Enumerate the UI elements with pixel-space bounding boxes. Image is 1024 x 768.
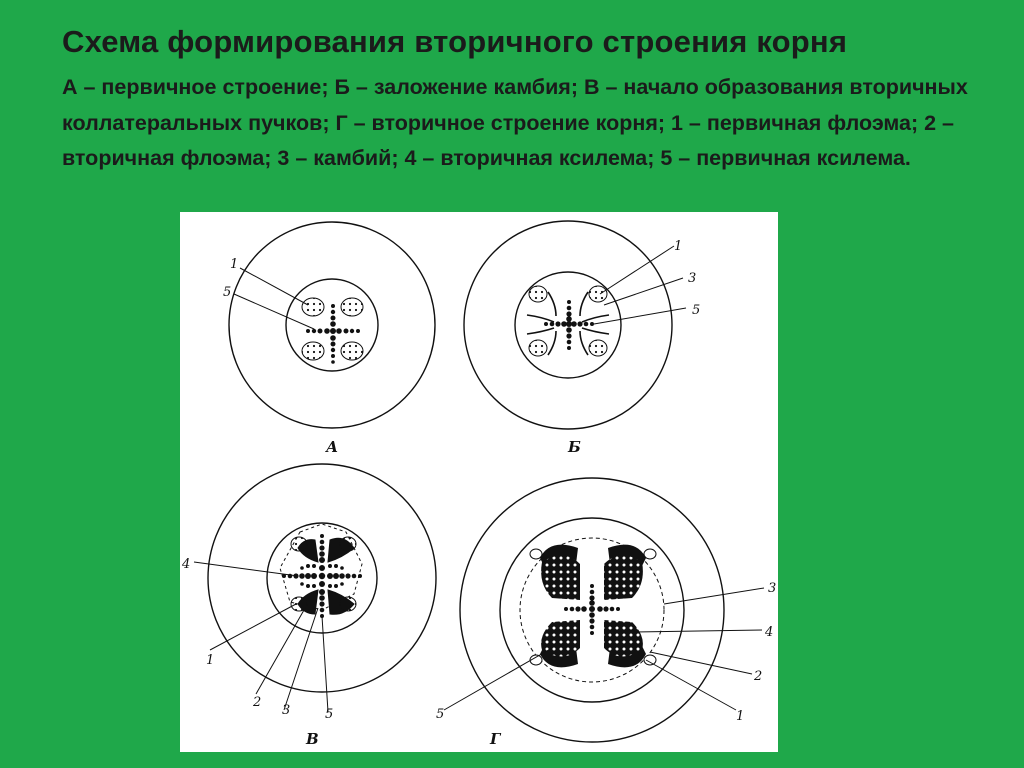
phloem-strand (529, 340, 547, 356)
phloem-strand (291, 597, 307, 611)
secondary-xylem-wedge (604, 555, 643, 600)
phloem-strand (530, 549, 542, 559)
label-g-4: 4 (765, 625, 774, 640)
phloem-strand (341, 342, 363, 360)
phloem-strand (644, 549, 656, 559)
label-b-3: 3 (688, 271, 697, 286)
label-v-4: 4 (182, 557, 191, 572)
slide-caption: А – первичное строение; Б – заложение камбия; В – начало образования вторичных коллатеральных пучков; Г – вторичное строение корня; 1 – первичная флоэма; 2 – вторичная флоэма; 3 – камбий; 4 – вторичная ксилема; 5 – первичная ксилема. (62, 75, 968, 170)
label-b-1: 1 (674, 239, 683, 254)
root-structure-diagram (180, 212, 778, 752)
secondary-xylem-wedge (604, 620, 643, 657)
panel-label-v: В (306, 730, 319, 748)
primary-xylem-cross (544, 300, 594, 350)
label-g-1: 1 (736, 709, 745, 724)
label-a-5: 5 (223, 285, 232, 300)
panel-label-b: Б (568, 438, 581, 456)
phloem-strand (529, 286, 547, 302)
phloem-strand (340, 597, 356, 611)
panel-v (181, 464, 436, 748)
slide-title: Схема формирования вторичного строения корня (62, 24, 848, 59)
panel-b (464, 221, 700, 456)
label-v-1: 1 (206, 653, 215, 668)
phloem-strand (341, 298, 363, 316)
phloem-strand (340, 537, 356, 551)
phloem-strand (589, 286, 607, 302)
panel-label-a: А (326, 438, 339, 456)
phloem-strand (589, 340, 607, 356)
panel-label-g: Г (490, 730, 501, 748)
secondary-xylem-wedge (541, 555, 580, 600)
diagram-svg (180, 212, 778, 752)
label-g-2: 2 (754, 669, 763, 684)
phloem-strand (291, 537, 307, 551)
panel-g (436, 478, 776, 748)
label-b-5: 5 (692, 303, 701, 318)
label-v-5: 5 (325, 707, 334, 722)
label-g-3: 3 (768, 581, 777, 596)
panel-a (223, 222, 435, 456)
phloem-strand (302, 342, 324, 360)
phloem-strand (302, 298, 324, 316)
label-g-5: 5 (436, 707, 445, 722)
label-a-1: 1 (230, 257, 239, 272)
phloem-strand (644, 655, 656, 665)
label-v-3: 3 (282, 703, 291, 718)
label-v-2: 2 (253, 695, 262, 710)
